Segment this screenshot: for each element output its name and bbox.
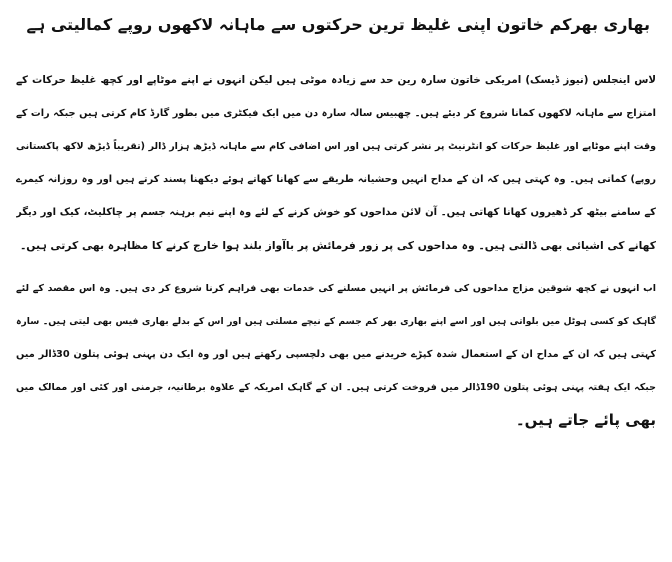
paragraph-1-line-1: لاس اینجلس (نیوز ڈیسک) امریکی خاتون سارہ رین حد سے زیادہ موٹی ہیں لیکن انہوں نے اپنے موٹاپے اور کچھ غلیظ حرکات کے <box>16 74 656 86</box>
paragraph-1-line-2: امتزاج سے ماہانہ لاکھوں کمانا شروع کر دیئے ہیں۔ چھبیس سالہ سارہ دن میں ایک فیکٹری میں بطور گارڈ کام کرتی ہیں جبکہ رات کے <box>16 108 656 119</box>
paragraph-2-line-1: اب انہوں نے کچھ شوقین مزاج مداحوں کی فرمائش پر انہیں مسلنے کی خدمات بھی فراہم کرنا شروع کر دی ہیں۔ وہ اس مقصد کے لئے <box>16 283 656 294</box>
paragraph-1-line-3: وقت اپنے موٹاپے اور غلیظ حرکات کو انٹرنیٹ پر نشر کرتی ہیں اور اس اضافی کام سے ماہانہ ڈیڑھ ہزار ڈالر (تقریباً ڈیڑھ لاکھ پاکستانی <box>16 141 656 152</box>
paragraph-2-line-3: کہتی ہیں کہ ان کے مداح ان کے استعمال شدہ کپڑے خریدنے میں بھی دلچسپی رکھتے ہیں اور وہ ایک دن پہنی ہوئی پتلون 30ڈالر میں <box>16 349 656 360</box>
paragraph-1-line-5: کے سامنے بیٹھ کر ڈھیروں کھانا کھاتی ہیں۔ آن لائن مداحوں کو خوش کرنے کے لئے وہ اپنے نیم برہنہ جسم پر چاکلیٹ، کیک اور دیگر <box>16 207 656 218</box>
paragraph-2-line-5: بھی پائے جاتے ہیں۔ <box>515 411 656 429</box>
article-paragraph-2 <box>16 272 656 437</box>
paragraph-2-line-2: گاہک کو کسی ہوٹل میں بلواتی ہیں اور اسے اپنے بھاری بھر کم جسم کے نیچے مسلتی ہیں اور اس کے بدلے بھاری فیس بھی لیتی ہیں۔ سارہ <box>16 316 656 327</box>
article-title: بھاری بھرکم خاتون اپنی غلیظ ترین حرکتوں سے ماہانہ لاکھوں روپے کمالیتی ہے <box>26 15 650 34</box>
article-paragraph-1 <box>16 64 656 262</box>
paragraph-2-line-4: جبکہ ایک ہفتہ پہنی ہوئی پتلون 190ڈالر میں فروخت کرتی ہیں۔ ان کے گاہک امریکہ کے علاوہ برطانیہ، جرمنی اور کئی اور ممالک میں <box>16 382 656 393</box>
paragraph-1-line-6: کھانے کی اشیائی بھی ڈالتی ہیں۔ وہ مداحوں کی پر زور فرمائش پر باآواز بلند ہوا خارج کرنے کا مظاہرہ بھی کرتی ہیں۔ <box>19 239 656 252</box>
paragraph-1-line-4: روپے) کماتی ہیں۔ وہ کہتی ہیں کہ ان کے مداح انہیں وحشیانہ طریقے سے کھانا کھاتے ہوئے دیکھنا پسند کرتے ہیں اور وہ روزانہ کیمرے <box>16 174 656 185</box>
